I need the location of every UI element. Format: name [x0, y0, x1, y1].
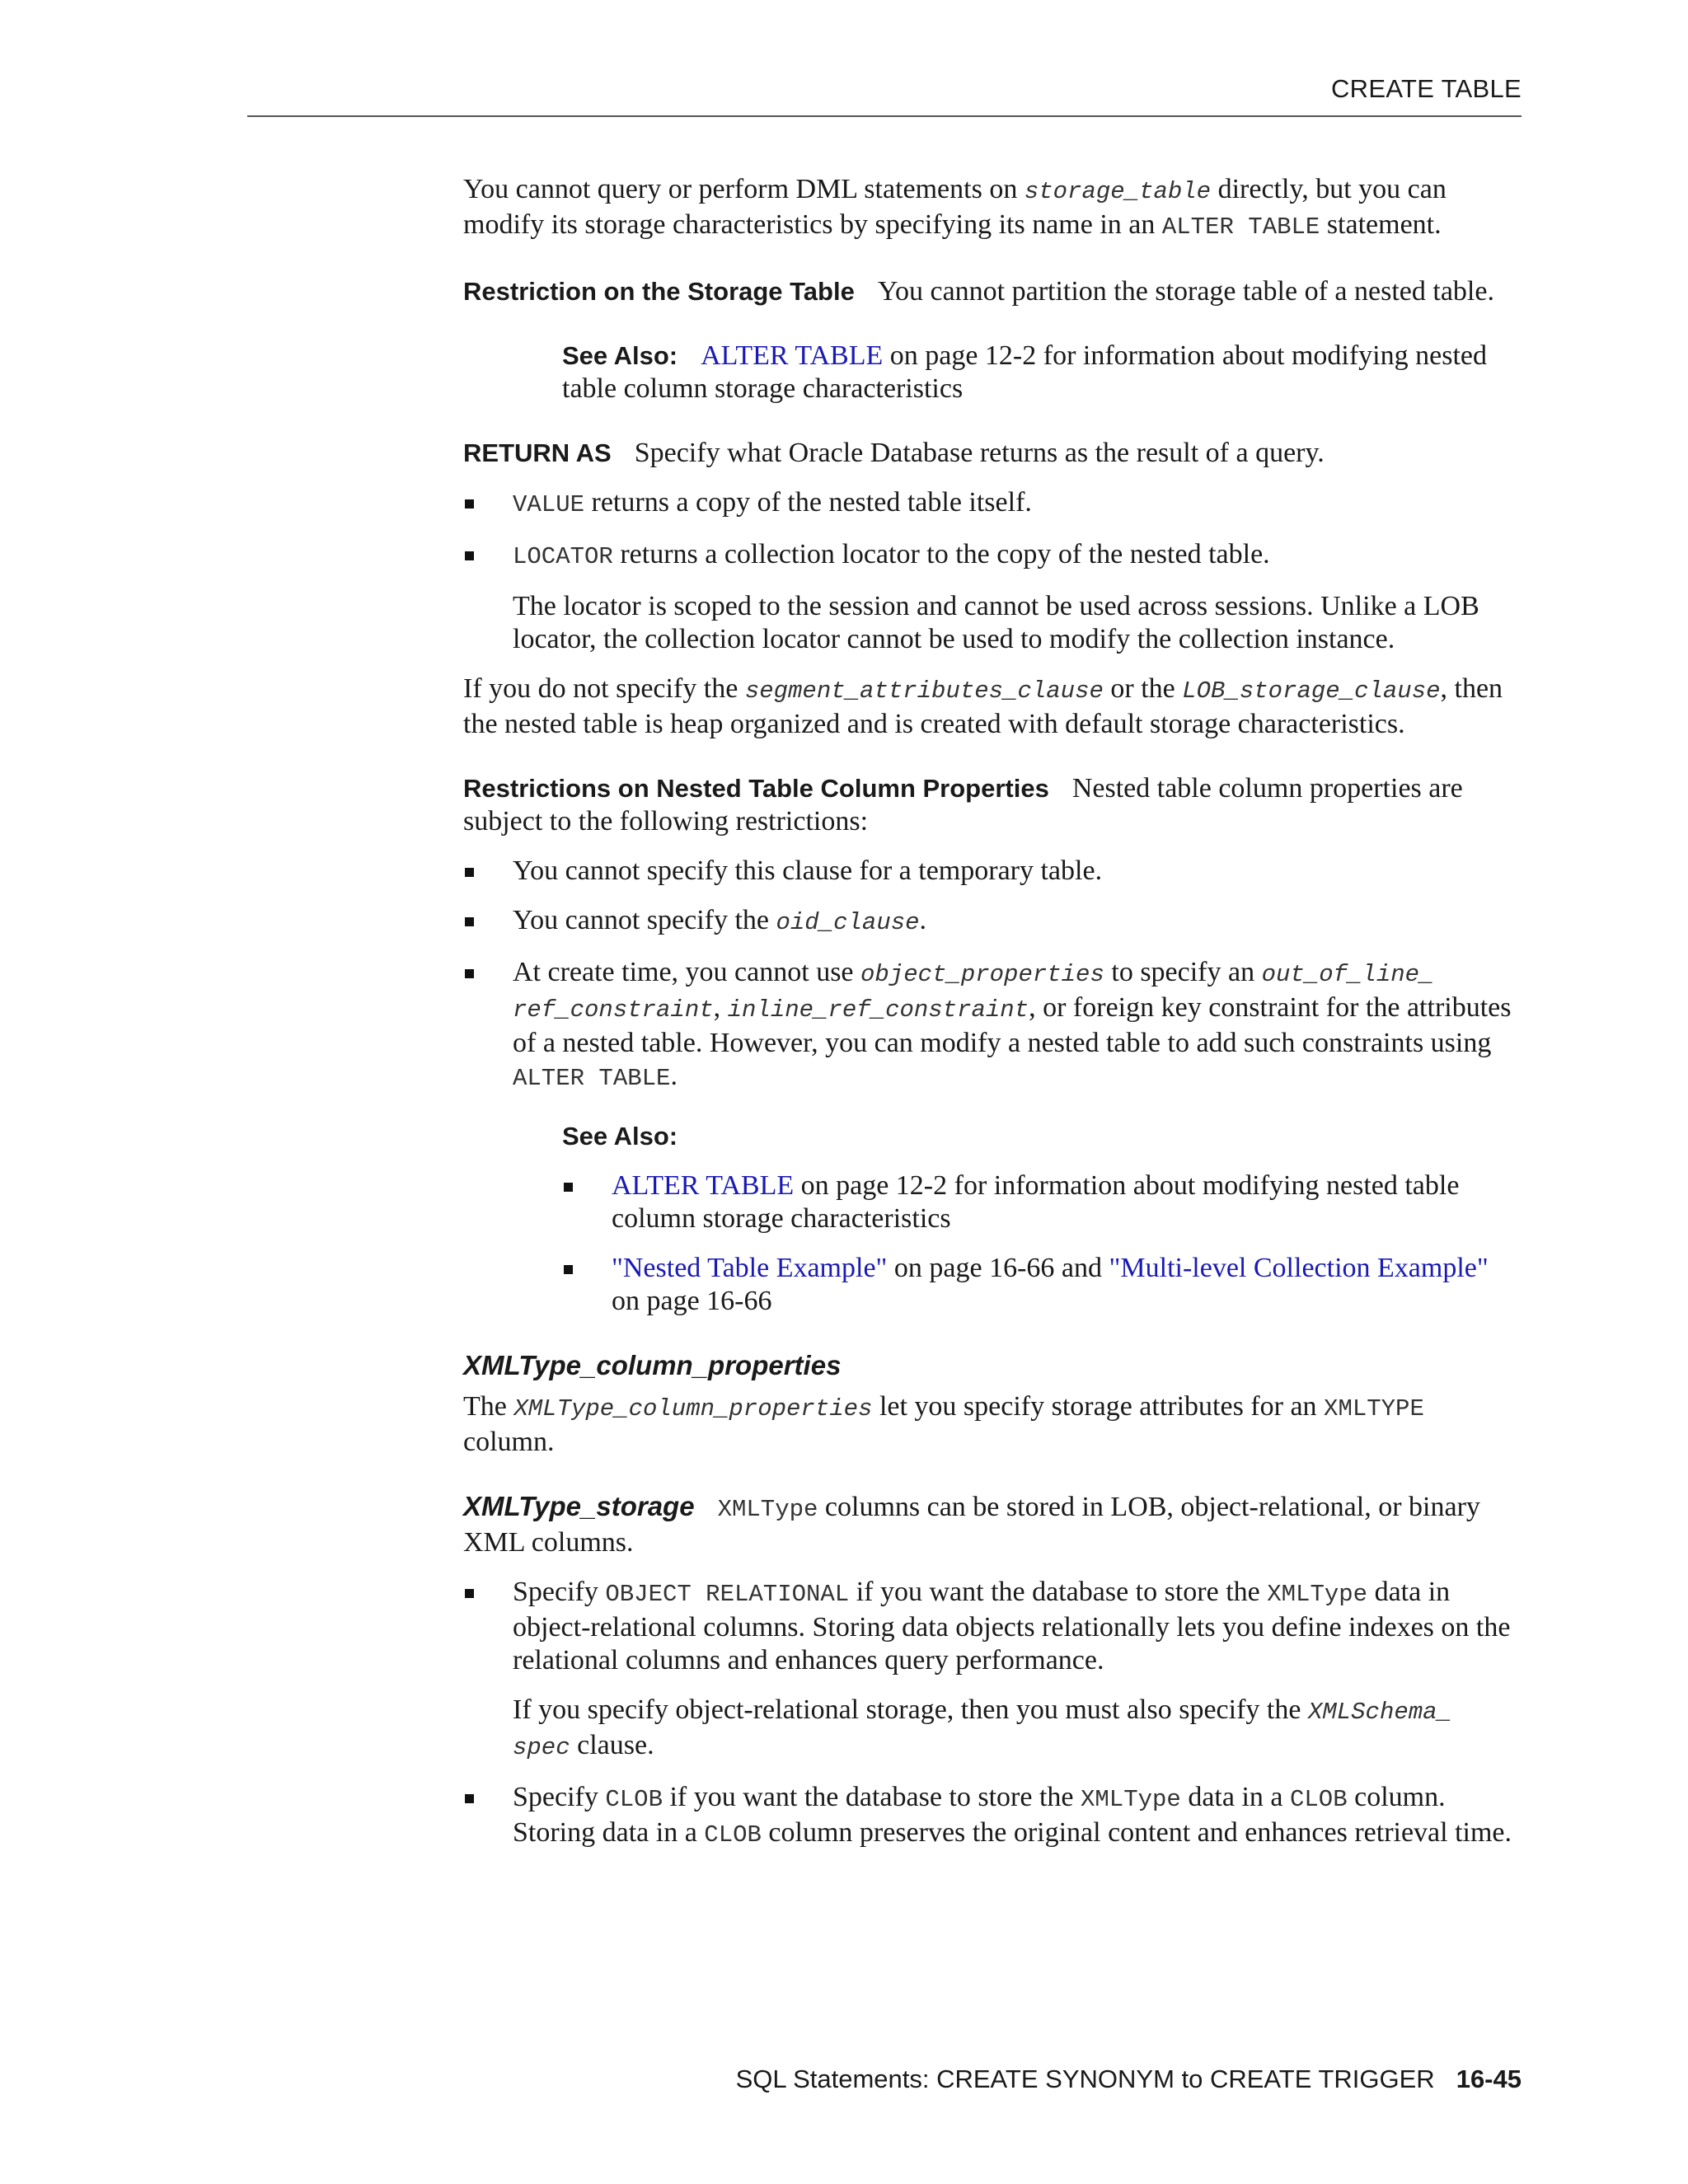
code-term: CLOB [704, 1821, 762, 1849]
bullet-icon [564, 1265, 573, 1274]
text: if you want the database to store the [849, 1577, 1268, 1607]
page-body [463, 173, 1522, 1868]
text: , [713, 992, 728, 1023]
text: If you do not specify the [463, 673, 745, 704]
code-term: out_of_line_ ref_constraint [513, 961, 1434, 1024]
list-item [463, 956, 1522, 1095]
section-heading: XMLType_column_properties [463, 1350, 842, 1380]
return-as-paragraph [463, 437, 1522, 470]
code-term: XMLType_column_properties [513, 1395, 873, 1422]
text: data in object-relational columns. Storing data objects relationally lets you define indexes on the relational columns and enhances query performance. [513, 1577, 1511, 1675]
see-also-label: See Also: [562, 1122, 678, 1151]
alter-table-link[interactable]: ALTER TABLE [612, 1170, 795, 1201]
xmltype-props-paragraph [463, 1390, 1522, 1459]
text: The [463, 1391, 514, 1422]
see-also-list [562, 1169, 1522, 1318]
restriction-storage-paragraph [463, 275, 1522, 308]
xmltype-storage-paragraph [463, 1490, 1522, 1559]
code-term: XMLType [717, 1496, 818, 1523]
page-number: 16-45 [1456, 2064, 1522, 2093]
code-term: oid_clause [776, 909, 920, 936]
text: columns can be stored in LOB, object-relational, or binary XML columns. [463, 1492, 1480, 1558]
list-item [463, 486, 1522, 522]
code-term: CLOB [605, 1786, 663, 1813]
code-term: LOCATOR [513, 543, 613, 570]
text: or the [1103, 673, 1183, 704]
segment-paragraph [463, 673, 1522, 741]
text: column. Storing data in a [513, 1782, 1446, 1848]
bullet-icon [465, 1589, 474, 1598]
run-in-heading: Restrictions on Nested Table Column Properties [463, 774, 1049, 803]
bullet-icon [564, 1183, 573, 1192]
run-in-heading: RETURN AS [463, 438, 612, 467]
run-in-heading: Restriction on the Storage Table [463, 277, 855, 306]
run-in-heading: XMLType_storage [463, 1491, 695, 1521]
text: , then the nested table is heap organized and is created with default storage characteristics. [463, 673, 1503, 739]
text: , or foreign key constraint for the attributes of a nested table. However, you can modify a nested table to add such constraints using [513, 992, 1512, 1058]
text: on page 16-66 [612, 1286, 772, 1316]
continuation-paragraph [513, 1694, 1522, 1765]
text: You cannot partition the storage table of a nested table. [877, 276, 1494, 307]
code-term: object_properties [860, 961, 1104, 988]
bullet-icon [465, 917, 474, 926]
text: At create time, you cannot use [513, 957, 861, 987]
code-term: LOB_storage_clause [1182, 677, 1441, 705]
bullet-icon [465, 969, 474, 978]
text: returns a collection locator to the copy of the nested table. [612, 539, 1270, 569]
text: . [919, 905, 927, 935]
bullet-icon [465, 499, 474, 509]
list-item [463, 538, 1522, 656]
text: if you want the database to store the [662, 1782, 1081, 1812]
locator-note: The locator is scoped to the session and cannot be used across sessions. Unlike a LOB locator, the collection locator cannot be used to modify the collection instance. [513, 591, 1479, 654]
see-also-note [562, 340, 1522, 405]
footer-title: SQL Statements: CREATE SYNONYM to CREATE TRIGGER [735, 2064, 1435, 2093]
running-head: CREATE TABLE [1331, 74, 1522, 103]
code-term: storage_table [1024, 178, 1212, 205]
list-item [562, 1169, 1522, 1235]
text: You cannot specify this clause for a temporary table. [513, 855, 1103, 886]
code-term: ALTER TABLE [513, 1065, 671, 1092]
list-item [463, 904, 1522, 940]
bullet-icon [465, 868, 474, 877]
text: let you specify storage attributes for an [872, 1391, 1325, 1422]
code-term: XMLSchema_ spec [513, 1699, 1451, 1761]
nested-table-example-link[interactable]: "Nested Table Example" [612, 1253, 888, 1283]
text: . [670, 1061, 678, 1091]
xmltype-storage-list [463, 1576, 1522, 1852]
code-term: XMLType [1267, 1581, 1368, 1608]
text: Specify what Oracle Database returns as the result of a query. [634, 438, 1325, 468]
code-term: inline_ref_constraint [727, 996, 1029, 1024]
multi-level-collection-link[interactable]: "Multi-level Collection Example" [1109, 1253, 1489, 1283]
text: You cannot query or perform DML statements on [463, 174, 1025, 204]
text: statement. [1320, 209, 1442, 240]
see-also-label: See Also: [562, 341, 678, 370]
text: Nested table column properties are subject to the following restrictions: [463, 773, 1463, 837]
list-item [562, 1252, 1522, 1318]
text: on page 12-2 for information about modifying nested table column storage characteristics [562, 340, 1487, 404]
text: If you specify object-relational storage, then you must also specify the [513, 1694, 1308, 1725]
text: to specify an [1104, 957, 1262, 987]
text: on page 12-2 for information about modifying nested table column storage characteristics [612, 1170, 1460, 1234]
text: You cannot specify the [513, 905, 776, 935]
text: directly, but you can modify its storage characteristics by specifying its name in an [463, 174, 1447, 240]
bullet-icon [465, 1794, 474, 1803]
text: clause. [570, 1730, 654, 1760]
see-also-block [562, 1120, 1522, 1318]
code-term: XMLTYPE [1324, 1395, 1424, 1422]
list-item [463, 1781, 1522, 1852]
list-item [463, 855, 1522, 888]
text: Specify [513, 1577, 606, 1607]
page-footer [736, 2064, 1522, 2094]
code-term: CLOB [1290, 1786, 1348, 1813]
code-term: VALUE [513, 491, 585, 518]
alter-table-link[interactable]: ALTER TABLE [701, 340, 884, 371]
list-item [463, 1576, 1522, 1765]
header-rule [247, 115, 1522, 117]
code-term: ALTER TABLE [1161, 213, 1320, 241]
text: data in a [1180, 1782, 1290, 1812]
text: Specify [513, 1782, 606, 1812]
code-term: segment_attributes_clause [744, 677, 1104, 705]
storage-table-paragraph [463, 173, 1522, 244]
return-as-list [463, 486, 1522, 656]
text: column preserves the original content and enhances retrieval time. [761, 1817, 1512, 1848]
restrictions-list [463, 855, 1522, 1095]
text: returns a copy of the nested table itself. [584, 487, 1032, 518]
restrictions-nested-paragraph [463, 772, 1522, 838]
text: on page 16-66 and [887, 1253, 1109, 1283]
code-term: XMLType [1081, 1786, 1181, 1813]
text: column. [463, 1427, 555, 1457]
code-term: OBJECT RELATIONAL [605, 1581, 850, 1608]
bullet-icon [465, 551, 474, 560]
